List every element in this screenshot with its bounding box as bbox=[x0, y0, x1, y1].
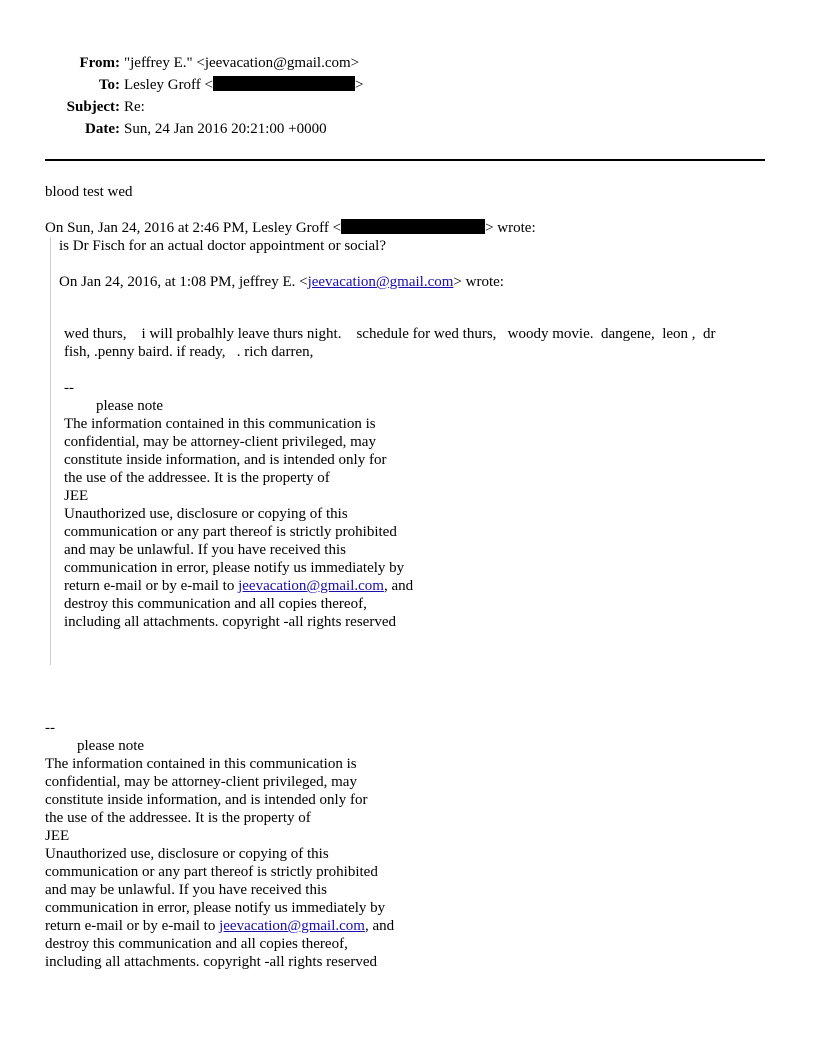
signature-line: destroy this communication and all copies thereof, bbox=[45, 936, 348, 952]
inner-message-line: wed thurs, i will probalhly leave thurs night. schedule for wed thurs, woody movie. dangene, leon , dr bbox=[64, 326, 716, 342]
date-value: Sun, 24 Jan 2016 20:21:00 +0000 bbox=[124, 121, 327, 137]
attribution-suffix: > wrote: bbox=[485, 220, 536, 236]
signature-line: Unauthorized use, disclosure or copying of this bbox=[64, 506, 348, 522]
signature-line: communication in error, please notify us immediately by bbox=[64, 560, 405, 576]
signature-line: The information contained in this communication is bbox=[64, 416, 376, 432]
signature-line: The information contained in this communication is bbox=[45, 756, 357, 772]
signature-email-link[interactable]: jeevacation@gmail.com bbox=[219, 918, 365, 934]
signature-line-suffix: , and bbox=[383, 578, 414, 594]
attribution-line bbox=[45, 219, 536, 237]
signature-separator: -- bbox=[45, 720, 55, 736]
inner-attribution-email-link[interactable]: jeevacation@gmail.com bbox=[307, 274, 454, 290]
to-value-suffix: > bbox=[355, 77, 364, 93]
signature-email-link[interactable]: jeevacation@gmail.com bbox=[238, 578, 384, 594]
signature-line bbox=[64, 577, 413, 595]
signature-separator: -- bbox=[64, 380, 74, 396]
signature-line: confidential, may be attorney-client privileged, may bbox=[64, 434, 376, 450]
signature-line: destroy this communication and all copies thereof, bbox=[64, 596, 367, 612]
subject-value: Re: bbox=[124, 99, 145, 115]
header-divider bbox=[45, 159, 765, 161]
from-value: "jeffrey E." <jeevacation@gmail.com> bbox=[124, 55, 360, 71]
signature-line bbox=[45, 917, 394, 935]
signature-line: the use of the addressee. It is the property of bbox=[45, 810, 311, 826]
signature-line: communication in error, please notify us immediately by bbox=[45, 900, 386, 916]
signature-line: communication or any part thereof is strictly prohibited bbox=[45, 864, 378, 880]
signature-line: including all attachments. copyright -all rights reserved bbox=[45, 954, 377, 970]
signature-line: and may be unlawful. If you have received this bbox=[45, 882, 327, 898]
quoted-question: is Dr Fisch for an actual doctor appointment or social? bbox=[59, 238, 386, 254]
signature-line: communication or any part thereof is strictly prohibited bbox=[64, 524, 397, 540]
signature-line: including all attachments. copyright -all rights reserved bbox=[64, 614, 396, 630]
quoted-signature bbox=[64, 379, 413, 631]
from-label: From: bbox=[79, 55, 120, 71]
signature-line: confidential, may be attorney-client privileged, may bbox=[45, 774, 357, 790]
signature-line-suffix: , and bbox=[364, 918, 395, 934]
signature-please-note: please note bbox=[77, 738, 145, 754]
signature-line: JEE bbox=[45, 828, 70, 844]
signature-line: JEE bbox=[64, 488, 89, 504]
date-label: Date: bbox=[85, 121, 120, 137]
inner-attribution-prefix: On Jan 24, 2016, at 1:08 PM, jeffrey E. < bbox=[59, 274, 308, 290]
signature-line: constitute inside information, and is intended only for bbox=[45, 792, 368, 808]
signature-line: Unauthorized use, disclosure or copying of this bbox=[45, 846, 329, 862]
inner-message-line: fish, .penny baird. if ready, . rich darren, bbox=[64, 344, 314, 360]
outer-signature bbox=[45, 719, 394, 971]
signature-line: constitute inside information, and is intended only for bbox=[64, 452, 387, 468]
signature-line: and may be unlawful. If you have received this bbox=[64, 542, 346, 558]
to-value bbox=[124, 75, 363, 95]
redaction-box bbox=[341, 219, 485, 234]
subject-label: Subject: bbox=[66, 99, 120, 115]
inner-attribution-line bbox=[59, 273, 504, 291]
signature-line: the use of the addressee. It is the property of bbox=[64, 470, 330, 486]
signature-please-note: please note bbox=[96, 398, 164, 414]
reply-text: blood test wed bbox=[45, 184, 133, 200]
quote-bar bbox=[50, 237, 51, 665]
redaction-box bbox=[213, 76, 355, 91]
to-label: To: bbox=[98, 77, 120, 93]
signature-line-prefix: return e-mail or by e-mail to bbox=[45, 918, 220, 934]
signature-line-prefix: return e-mail or by e-mail to bbox=[64, 578, 239, 594]
to-value-prefix: Lesley Groff < bbox=[124, 77, 213, 93]
attribution-prefix: On Sun, Jan 24, 2016 at 2:46 PM, Lesley Groff < bbox=[45, 220, 342, 236]
inner-attribution-suffix: > wrote: bbox=[453, 274, 504, 290]
